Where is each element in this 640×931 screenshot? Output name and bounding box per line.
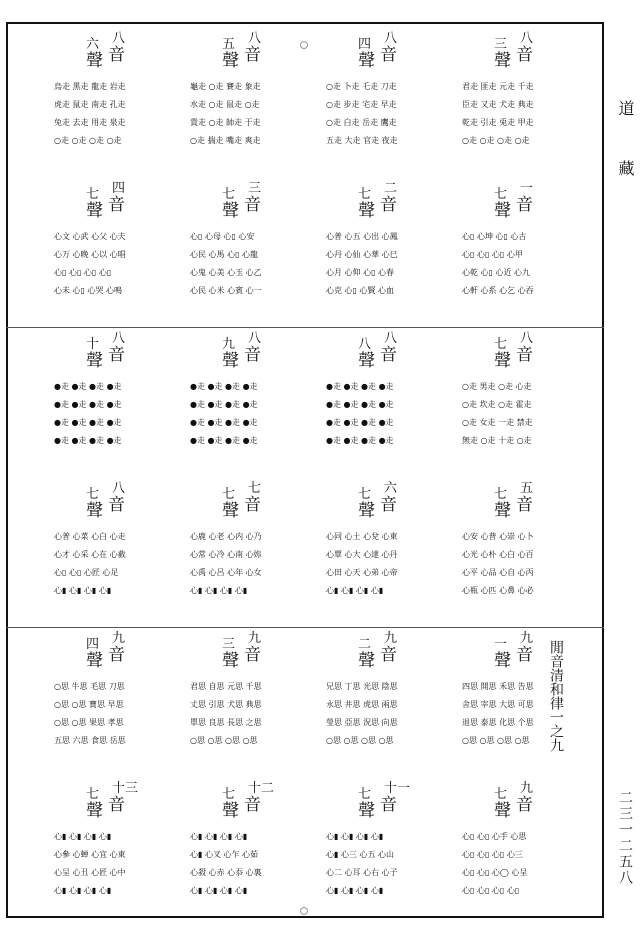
sound-row: ○走 坎走 ○走 霍走 (462, 400, 532, 409)
sheng-label: 聲 (358, 801, 375, 821)
sound-row: ○思 ○思 ○思 ○思 (326, 736, 394, 745)
sound-row: 心呈 心丑 心匠 心中 (54, 868, 126, 877)
sound-row: 心二 心耳 心右 心子 (326, 868, 398, 877)
block-rows (54, 378, 178, 450)
sheng-label: 聲 (222, 201, 239, 221)
sound-row: 心▯ 心▯ 心▯ 心三 (462, 850, 523, 859)
sheng-label: 聲 (222, 51, 239, 71)
sound-row: 五思 六思 食思 岳思 (54, 736, 126, 745)
sound-number: 五 (222, 37, 236, 52)
sound-row: ○思 ○思 ○思 ○思 (462, 736, 530, 745)
side-title-bottom: 藏 (616, 160, 635, 176)
yin-label: 音 (244, 795, 261, 815)
block-title (322, 182, 452, 222)
sheng-label: 聲 (86, 51, 103, 71)
block-rows (190, 228, 314, 300)
yin-label: 音 (380, 45, 397, 65)
sound-number: 七 (222, 787, 236, 802)
tone-number: 八 (112, 331, 126, 346)
sound-row: 五走 大走 官走 夜走 (326, 136, 398, 145)
sound-number: 十 (86, 337, 100, 352)
yin-label: 音 (108, 645, 125, 665)
sound-block (50, 332, 180, 472)
block-title (50, 182, 180, 222)
yin-label: 音 (516, 795, 533, 815)
block-rows (462, 528, 586, 600)
sound-row: 心▮ 心三 心五 心山 (326, 850, 395, 859)
block-rows (54, 228, 178, 300)
block-title (322, 482, 452, 522)
sheng-label: 聲 (222, 351, 239, 371)
sound-block (50, 32, 180, 172)
sound-row: ●走 ●走 ●走 ●走 (326, 400, 394, 409)
yin-label: 音 (516, 195, 533, 215)
sheng-label: 聲 (494, 351, 511, 371)
sheng-label: 聲 (494, 201, 511, 221)
sound-row: 心覃 心大 心達 心丹 (326, 550, 398, 559)
sound-row: 心▮ 心▮ 心▮ 心▮ (326, 586, 384, 595)
block-title (458, 482, 588, 522)
sheng-label: 聲 (86, 801, 103, 821)
sound-block (458, 482, 588, 622)
sound-row: 舍思 宰思 大思 可思 (462, 700, 534, 709)
tone-number: 七 (248, 481, 262, 496)
sound-row: 君走 匪走 元走 千走 (462, 82, 534, 91)
sound-row: 貴走 ○走 帥走 于走 (190, 118, 261, 127)
column-title: 閒音清和律一之九 (548, 640, 564, 752)
block-rows (54, 78, 178, 150)
sound-block (50, 632, 180, 772)
sound-row: 心文 心武 心父 心夫 (54, 232, 126, 241)
block-rows (326, 828, 450, 900)
tone-number: 四 (112, 181, 126, 196)
sound-row: 心▯ 心▯ 心▯ 心▯ (54, 268, 112, 277)
sound-block (322, 632, 452, 772)
sound-block (186, 182, 316, 322)
block-rows (462, 378, 586, 450)
yin-label: 音 (244, 45, 261, 65)
block-rows (462, 228, 586, 300)
block-title (50, 782, 180, 822)
yin-label: 音 (108, 45, 125, 65)
sound-row: 兔走 去走 用走 泉走 (54, 118, 126, 127)
sheng-label: 聲 (222, 501, 239, 521)
block-title (186, 632, 316, 672)
block-rows (54, 528, 178, 600)
sound-row: 心▯ 心▯ 心▯ 心甲 (462, 250, 523, 259)
sound-row: ○走 步走 宅走 早走 (326, 100, 397, 109)
sound-row: 心田 心天 心弟 心帝 (326, 568, 398, 577)
sheng-label: 聲 (494, 51, 511, 71)
yin-label: 音 (108, 345, 125, 365)
yin-label: 音 (108, 195, 125, 215)
tone-number: 九 (384, 631, 398, 646)
sound-row: 龜走 ○走 賽走 象走 (190, 82, 261, 91)
sound-block (458, 32, 588, 172)
sound-row: 心參 心蝉 心宜 心東 (54, 850, 126, 859)
block-title (50, 482, 180, 522)
sound-number: 七 (222, 487, 236, 502)
yin-label: 音 (244, 345, 261, 365)
block-rows (190, 828, 314, 900)
sound-row: 心民 心米 心賓 心一 (190, 286, 262, 295)
sound-row: 心軒 心系 心乞 心吞 (462, 286, 534, 295)
tone-number: 九 (520, 631, 534, 646)
side-title-top: 道 (616, 100, 635, 116)
sound-block (458, 182, 588, 322)
sound-row: ●走 ●走 ●走 ●走 (190, 400, 258, 409)
yin-label: 音 (380, 195, 397, 215)
sound-number: 七 (358, 187, 372, 202)
block-rows (190, 378, 314, 450)
sound-number: 七 (358, 487, 372, 502)
yin-label: 音 (516, 495, 533, 515)
sheng-label: 聲 (86, 201, 103, 221)
sound-row: 丈思 引思 犬思 典思 (190, 700, 262, 709)
sound-row: 心民 心馬 心▯ 心龍 (190, 250, 259, 259)
sound-number: 七 (494, 187, 508, 202)
tone-number: 六 (384, 481, 398, 496)
sound-row: ●走 ●走 ●走 ●走 (326, 382, 394, 391)
sound-row: 四思 開思 禾思 告思 (462, 682, 534, 691)
sound-row: 心▯ 心坤 心▯ 心古 (462, 232, 527, 241)
sound-row: 心▯ 心▯ 心◯ 心呈 (462, 868, 528, 877)
block-title (322, 782, 452, 822)
section-divider-1 (6, 327, 604, 328)
sheng-label: 聲 (358, 51, 375, 71)
sound-row: ○走 ○走 ○走 ○走 (54, 136, 122, 145)
block-title (322, 632, 452, 672)
block-title (458, 782, 588, 822)
block-title (186, 332, 316, 372)
sound-row: 心万 心晚 心以 心唱 (54, 250, 126, 259)
sound-row: 心▮ 心▮ 心▮ 心▮ (54, 586, 112, 595)
block-rows (190, 528, 314, 600)
block-rows (190, 678, 314, 750)
sound-row: ○走 女走 一走 禁走 (462, 418, 533, 427)
sound-block (186, 32, 316, 172)
tone-number: 九 (112, 631, 126, 646)
sound-row: 心丹 心仙 心華 心巳 (326, 250, 398, 259)
sound-row: ●走 ●走 ●走 ●走 (326, 436, 394, 445)
sound-row: ○走 男走 ○走 心走 (462, 382, 532, 391)
sound-row: ○思 ○思 果思 孝思 (54, 718, 124, 727)
block-rows (462, 78, 586, 150)
sound-row: 永思 井思 虎思 兩思 (326, 700, 398, 709)
yin-label: 音 (244, 495, 261, 515)
sound-row: 心克 心▯ 心賢 心血 (326, 286, 395, 295)
sound-row: ○走 ○走 ○走 ○走 (462, 136, 530, 145)
sound-row: ○思 ○思 ○思 ○思 (190, 736, 258, 745)
sound-number: 七 (494, 337, 508, 352)
sound-number: 二 (358, 637, 372, 652)
block-rows (326, 678, 450, 750)
tone-number: 二 (384, 181, 398, 196)
sound-row: 心普 心菜 心白 心走 (54, 532, 126, 541)
sheng-label: 聲 (358, 501, 375, 521)
yin-label: 音 (108, 795, 125, 815)
sound-row: ●走 ●走 ●走 ●走 (54, 382, 122, 391)
yin-label: 音 (380, 795, 397, 815)
sound-row: ●走 ●走 ●走 ●走 (54, 400, 122, 409)
sound-row: 心▮ 心▮ 心▮ 心▮ (326, 832, 384, 841)
sound-number: 八 (358, 337, 372, 352)
block-rows (54, 828, 178, 900)
tone-number: 八 (248, 331, 262, 346)
tone-number: 三 (248, 181, 262, 196)
block-title (458, 632, 588, 672)
section-divider-2 (6, 627, 604, 628)
tone-number: 八 (112, 31, 126, 46)
sound-row: 烏走 黑走 龍走 岩走 (54, 82, 126, 91)
block-title (322, 332, 452, 372)
sound-row: ●走 ●走 ●走 ●走 (54, 418, 122, 427)
yin-label: 音 (380, 495, 397, 515)
sound-block (50, 182, 180, 322)
tone-number: 八 (384, 331, 398, 346)
tone-number: 八 (112, 481, 126, 496)
sound-block (186, 782, 316, 922)
sound-row: 心▯ 心母 心▯ 心安 (190, 232, 255, 241)
sound-row: 心▮ 心▮ 心▮ 心▮ (326, 886, 384, 895)
sound-row: ●走 ●走 ●走 ●走 (190, 436, 258, 445)
block-title (186, 32, 316, 72)
tone-number: 十一 (384, 781, 411, 796)
sound-row: 心瓶 心匹 心鼻 心必 (462, 586, 534, 595)
yin-label: 音 (244, 195, 261, 215)
sound-row: 心同 心土 心兌 心東 (326, 532, 398, 541)
sound-row: 單思 良思 長思 之思 (190, 718, 262, 727)
sound-block (322, 182, 452, 322)
yin-label: 音 (380, 645, 397, 665)
block-title (50, 332, 180, 372)
sound-block (50, 482, 180, 622)
block-title (458, 332, 588, 372)
sound-row: 無走 ○走 十走 ○走 (462, 436, 532, 445)
block-rows (54, 678, 178, 750)
sound-row: 水走 ○走 鼠走 ○走 (190, 100, 260, 109)
sound-row: ●走 ●走 ●走 ●走 (190, 382, 258, 391)
sound-row: ○思 ○思 寶思 早思 (54, 700, 124, 709)
sound-block (322, 482, 452, 622)
sound-number: 七 (494, 787, 508, 802)
block-rows (462, 678, 586, 750)
sound-row: 心▮ 心▮ 心▮ 心▮ (190, 586, 248, 595)
tone-number: 八 (520, 31, 534, 46)
tone-number: 八 (248, 31, 262, 46)
sound-row: 心▮ 心▮ 心▮ 心▮ (54, 886, 112, 895)
sound-row: 心鹿 心老 心内 心乃 (190, 532, 262, 541)
sound-number: 一 (494, 637, 508, 652)
sound-block (458, 632, 588, 772)
sound-block (50, 782, 180, 922)
sound-number: 六 (86, 37, 100, 52)
sound-row: 心安 心普 心崇 心卜 (462, 532, 534, 541)
tone-number: 八 (520, 331, 534, 346)
block-title (186, 182, 316, 222)
block-title (322, 32, 452, 72)
sheng-label: 聲 (358, 201, 375, 221)
sound-row: ○走 白走 岳走 鷹走 (326, 118, 397, 127)
sound-row: 心▮ 心▮ 心▮ 心▮ (190, 832, 248, 841)
tone-number: 十二 (248, 781, 275, 796)
sound-number: 三 (494, 37, 508, 52)
sound-row: 心鬼 心美 心玉 心乙 (190, 268, 262, 277)
sound-number: 九 (222, 337, 236, 352)
sound-row: 心▮ 心叉 心乍 心茹 (190, 850, 259, 859)
block-title (458, 182, 588, 222)
sound-row: 心殺 心赤 心忝 心裏 (190, 868, 262, 877)
sound-row: 兄思 丁思 光思 陰思 (326, 682, 398, 691)
sound-block (458, 782, 588, 922)
sound-row: 心乾 心▯ 心近 心九 (462, 268, 531, 277)
tone-number: 九 (520, 781, 534, 796)
sound-row: 君思 自思 元思 千思 (190, 682, 262, 691)
sound-row: ○思 牛思 毛思 刀思 (54, 682, 125, 691)
sound-block (186, 632, 316, 772)
yin-label: 音 (244, 645, 261, 665)
sound-row: 心未 心▯ 心哭 心鳴 (54, 286, 123, 295)
sound-number: 七 (358, 787, 372, 802)
sound-number: 四 (358, 37, 372, 52)
sound-block (186, 332, 316, 472)
sound-block (322, 332, 452, 472)
sheng-label: 聲 (86, 501, 103, 521)
sound-number: 七 (86, 787, 100, 802)
sound-row: 退思 泰思 化思 个思 (462, 718, 534, 727)
sound-row: 乾走 引走 兎走 甲走 (462, 118, 534, 127)
sound-number: 七 (494, 487, 508, 502)
block-title (186, 782, 316, 822)
tone-number: 九 (248, 631, 262, 646)
sound-row: 心才 心采 心在 心截 (54, 550, 126, 559)
block-rows (326, 528, 450, 600)
block-title (458, 32, 588, 72)
sheng-label: 聲 (494, 801, 511, 821)
yin-label: 音 (516, 345, 533, 365)
sound-row: 臣走 又走 犬走 典走 (462, 100, 534, 109)
sound-row: 心▯ 心▯ 心手 心思 (462, 832, 527, 841)
sound-number: 七 (86, 187, 100, 202)
sound-number: 七 (222, 187, 236, 202)
sound-number: 三 (222, 637, 236, 652)
block-title (186, 482, 316, 522)
sound-row: 心▯ 心▯ 心匠 心足 (54, 568, 119, 577)
sound-row: 心光 心朴 心白 心百 (462, 550, 534, 559)
page-number: 二三一二五八 (617, 790, 633, 886)
tone-number: 十三 (112, 781, 139, 796)
sound-row: 心▯ 心▯ 心▯ 心▯ (462, 886, 520, 895)
yin-label: 音 (516, 45, 533, 65)
sound-block (322, 32, 452, 172)
block-rows (326, 378, 450, 450)
tone-number: 八 (384, 31, 398, 46)
block-rows (190, 78, 314, 150)
sheng-label: 聲 (494, 651, 511, 671)
tone-number: 一 (520, 181, 534, 196)
block-rows (326, 78, 450, 150)
sound-row: 心▮ 心▮ 心▮ 心▮ (190, 886, 248, 895)
yin-label: 音 (380, 345, 397, 365)
sound-row: 心月 心仰 心▯ 心春 (326, 268, 395, 277)
sound-row: 心常 心冷 心南 心妳 (190, 550, 262, 559)
sound-block (458, 332, 588, 472)
sound-row: ●走 ●走 ●走 ●走 (190, 418, 258, 427)
sheng-label: 聲 (86, 651, 103, 671)
sound-row: ○走 揣走 嘴走 爽走 (190, 136, 261, 145)
sound-number: 四 (86, 637, 100, 652)
sheng-label: 聲 (358, 651, 375, 671)
block-title (50, 632, 180, 672)
sound-row: ●走 ●走 ●走 ●走 (326, 418, 394, 427)
sound-row: 心禹 心呂 心年 心女 (190, 568, 262, 577)
block-rows (462, 828, 586, 900)
sheng-label: 聲 (222, 651, 239, 671)
tone-number: 五 (520, 481, 534, 496)
sheng-label: 聲 (86, 351, 103, 371)
sound-block (322, 782, 452, 922)
sound-row: 瑩思 亞思 況思 向思 (326, 718, 398, 727)
sound-block (186, 482, 316, 622)
sound-row: 心平 心品 心自 心丙 (462, 568, 534, 577)
block-rows (326, 228, 450, 300)
sheng-label: 聲 (222, 801, 239, 821)
sound-row: ●走 ●走 ●走 ●走 (54, 436, 122, 445)
sound-row: 虎走 鼠走 南走 孔走 (54, 100, 126, 109)
sound-row: 心▮ 心▮ 心▮ 心▮ (54, 832, 112, 841)
sound-row: 心普 心五 心出 心鳳 (326, 232, 398, 241)
block-title (50, 32, 180, 72)
sheng-label: 聲 (358, 351, 375, 371)
yin-label: 音 (516, 645, 533, 665)
yin-label: 音 (108, 495, 125, 515)
sound-row: ○走 卜走 乇走 刀走 (326, 82, 397, 91)
sheng-label: 聲 (494, 501, 511, 521)
sound-number: 七 (86, 487, 100, 502)
